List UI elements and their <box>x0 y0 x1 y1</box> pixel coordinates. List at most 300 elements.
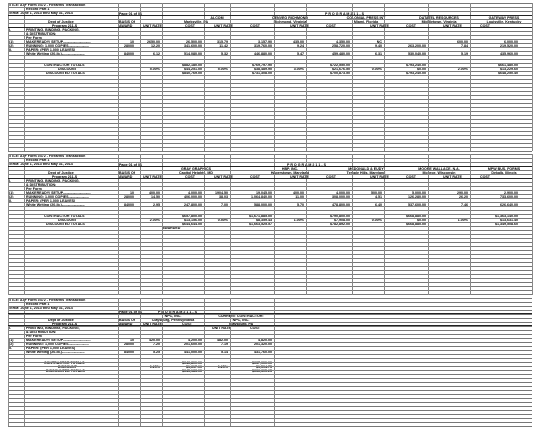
total-cell: $700,873.50 <box>330 71 350 75</box>
item-num: I. <box>9 326 11 330</box>
page-number: Page 01 of 01 <box>119 310 142 314</box>
grid-row-line <box>8 71 532 72</box>
page-number: Page 01 of 01 <box>119 163 142 167</box>
cell: 4,820.00 <box>258 338 272 342</box>
cell: 4,000.00 <box>188 191 202 195</box>
unit-rate-header: UNIT RATE <box>212 326 231 330</box>
basis-value: 28000 <box>124 195 134 199</box>
cell: 3,157.90 <box>258 40 272 44</box>
totals-label: DISCOUNT <box>58 365 77 369</box>
section-subtitle: Record Part 1 <box>26 7 50 11</box>
contractor-location: Claysburg, PA <box>228 322 254 326</box>
grid-row-line <box>8 270 532 271</box>
grid-row-line <box>8 139 532 140</box>
grid-row-line <box>8 290 532 291</box>
cell: 319,760.00 <box>254 44 272 48</box>
grid-row-line <box>8 206 532 207</box>
contractor-location: Temple Hills, Maryland <box>346 171 386 175</box>
cell: 5.47 <box>297 52 304 56</box>
contractor-location: Miami, Florida <box>353 20 379 24</box>
grid-col-line <box>140 298 141 426</box>
contractor-location: Claysburg, Pennsylvania <box>151 318 195 322</box>
cell: 14.50 <box>151 195 160 199</box>
cost-header: COST <box>406 24 416 28</box>
grid-row-line <box>8 135 532 136</box>
grid-row-line <box>8 131 532 132</box>
item-label: MAKEREADY/ SETUP----------------------- <box>26 191 91 195</box>
cell: 247,800.00 <box>184 203 202 207</box>
grid-row-line <box>8 402 532 403</box>
cell: 2650.00 <box>147 40 160 44</box>
total-cell: 3.00% <box>293 67 304 71</box>
grid-row-line <box>8 354 532 355</box>
contractor-name: DATATEL RESOURCES <box>419 16 459 20</box>
grid-row-line <box>8 266 532 267</box>
cell: 26,500.00 <box>186 40 202 44</box>
grid-row-line <box>8 406 532 407</box>
cell: 26.20 <box>459 195 468 199</box>
grid-row-line <box>8 147 532 148</box>
grid-col-line <box>118 3 119 151</box>
award-label: AWARD <box>119 24 133 28</box>
grid-col-line <box>532 3 533 151</box>
grid-row-line <box>8 222 532 223</box>
grid-row-line <box>8 422 532 423</box>
basis-value: 84000 <box>124 203 134 207</box>
grid-row-line <box>8 306 532 307</box>
contractor-name: GATEWAY PRESS <box>488 16 520 20</box>
grid-row-line <box>8 242 532 243</box>
cell: 459,480.00 <box>332 52 350 56</box>
totals-label: DISCOUNTED TOTALS <box>46 71 85 75</box>
grid-col-line <box>274 154 275 295</box>
grid-row-line <box>8 398 532 399</box>
grid-row-line <box>8 394 532 395</box>
grid-row-line <box>8 158 532 159</box>
award-label: AWARD <box>119 322 133 326</box>
total-cell: $0.00 <box>417 67 426 71</box>
grid-row-line <box>8 298 532 299</box>
total-cell: $793,240.00 <box>406 71 426 75</box>
basis-value: 28000 <box>124 342 134 346</box>
cell: 530,040.00 <box>408 52 426 56</box>
cell: 126,280.00 <box>408 195 426 199</box>
unit-rate-header: UNIT RATE <box>443 175 462 179</box>
grid-row-line <box>8 91 532 92</box>
grid-row-line <box>8 294 532 295</box>
basis-value: 10 <box>130 338 134 342</box>
total-cell: $1,617.00 <box>186 365 202 369</box>
item-num: II. <box>9 48 12 52</box>
unit-rate-header: UNIT RATE <box>143 322 162 326</box>
grid-row-line <box>8 238 532 239</box>
grid-row-line <box>8 338 532 339</box>
grid-row-line <box>8 43 532 44</box>
total-cell: $0.00 <box>417 218 426 222</box>
item-label: MAKEREADY/ SETUP----------------------- <box>26 40 91 44</box>
cost-header: COST <box>480 175 490 179</box>
item-label: PRINTING, BINDING, PACKING, <box>26 326 80 330</box>
grid-col-line <box>8 154 9 295</box>
total-cell: 0.00% <box>371 218 382 222</box>
item-num: (2) <box>9 342 14 346</box>
grid-row-line <box>8 426 532 427</box>
grid-row-line <box>8 202 532 203</box>
grid-row-line <box>8 370 532 371</box>
cell: 406,000.00 <box>184 195 202 199</box>
cell: 537,600.00 <box>408 203 426 207</box>
page-number: Page 01 of 01 <box>119 12 142 16</box>
cell: 5.25 <box>153 350 160 354</box>
cell: 9.24 <box>297 44 304 48</box>
cost-header: COST <box>250 175 260 179</box>
contractor-name: NPC, INC. <box>232 318 250 322</box>
total-cell: $44,251.00 <box>184 67 202 71</box>
grid-col-line <box>140 3 141 151</box>
grid-row-line <box>8 326 532 327</box>
grid-row-line <box>8 350 532 351</box>
cell: 478,800.00 <box>332 203 350 207</box>
grid-col-line <box>428 3 429 151</box>
contractor-location: Middletown, Virginia <box>421 20 457 24</box>
term: TERM: June 1, 2013 thru May 31, 2014 <box>8 306 73 310</box>
total-cell: $668,880.00 <box>406 222 426 226</box>
grid-row-line <box>8 282 532 283</box>
grid-col-line <box>306 154 307 295</box>
cost-header: COST <box>480 24 490 28</box>
total-cell: $793,240.00 <box>406 63 426 67</box>
grid-row-line <box>8 322 532 323</box>
grid-row-line <box>8 226 532 227</box>
item-label: PAPER: (PER 1,000 LEAVES) <box>26 48 76 52</box>
cell: 5,000.00 <box>412 191 426 195</box>
grid-row-line <box>8 362 532 363</box>
cell: 2,900.00 <box>504 191 518 195</box>
cell: 7.19 <box>221 342 228 346</box>
item-label: White Writing (20-lb.)------------------- <box>26 203 85 207</box>
current-contractor-label: CURRENT CONTRACTOR: <box>218 314 264 318</box>
total-cell: 5.00% <box>217 67 228 71</box>
total-cell: $790,800.00 <box>330 214 350 218</box>
cost-header: COST <box>250 326 260 330</box>
grid-row-line <box>8 186 532 187</box>
grid-row-line <box>8 15 532 16</box>
total-cell: 2.00% <box>149 218 160 222</box>
total-cell: $722,550.00 <box>330 63 350 67</box>
total-cell: $648,250.40 <box>498 71 518 75</box>
item-label: & DISTRIBUTION: <box>26 330 57 334</box>
total-cell: $657,800.00 <box>182 214 202 218</box>
dept-label: Dept of Justice <box>48 20 74 24</box>
cost-header: COST <box>182 322 192 326</box>
program-heading: P R O G R A M 2 1 1 - S <box>325 12 365 16</box>
cell: 588,000.00 <box>254 203 272 207</box>
grid-row-line <box>8 334 532 335</box>
program-line: Program 211-S <box>52 175 78 179</box>
grid-col-line <box>118 154 119 295</box>
cell: 2.95 <box>153 203 160 207</box>
cell: 435,960.00 <box>500 52 518 56</box>
grid-row-line <box>8 234 532 235</box>
basis-label: BASIS Of <box>119 20 135 24</box>
cell: 400.00 <box>149 191 160 195</box>
section-subtitle: Record Part 1 <box>26 302 50 306</box>
grid-row-line <box>8 178 532 179</box>
unit-rate-header: UNIT RATE <box>214 175 233 179</box>
item-num: I. <box>9 28 11 32</box>
grid-row-line <box>8 83 532 84</box>
grid-row-line <box>8 95 532 96</box>
item-num: (1) <box>9 191 14 195</box>
item-num: (1) <box>9 40 14 44</box>
total-cell: $882,180.00 <box>182 63 202 67</box>
grid-row-line <box>8 27 532 28</box>
contractor-location: Hagerstown, Maryland <box>270 171 310 175</box>
grid-row-line <box>8 198 532 199</box>
cell: 11.42 <box>219 44 228 48</box>
cell: 626,640.00 <box>500 203 518 207</box>
grid-col-line <box>384 154 385 295</box>
term: TERM: June 1, 2013 thru May 31, 2014 <box>8 11 73 15</box>
grid-col-line <box>230 298 231 426</box>
contractor-name: HBP, INC. <box>281 167 299 171</box>
total-cell: $13,631.40 <box>500 218 518 222</box>
total-cell: $661,480.00 <box>498 63 518 67</box>
section-subtitle: Record Part 1 <box>26 158 50 162</box>
grid-col-line <box>24 298 25 426</box>
cell: 4.51 <box>375 195 382 199</box>
grid-row-line <box>8 318 532 319</box>
cell: 11.00 <box>295 195 304 199</box>
basis-value: 28000 <box>124 44 134 48</box>
grid-row-line <box>8 278 532 279</box>
contractor-name: ALCOM <box>210 16 224 20</box>
grid-row-line <box>8 410 532 411</box>
term: TERM: June 1, 2013 thru May 31, 2014 <box>8 162 73 166</box>
total-cell: $13,229.60 <box>500 67 518 71</box>
item-label: White Writing (20-lb.)------------------- <box>26 52 85 56</box>
total-cell: $646,800.00 <box>182 361 202 365</box>
contractor-name: CENVEO RICHMOND <box>272 16 308 20</box>
dept-label: Dept of Justice <box>48 171 74 175</box>
item-label: RUNNING: 1,000 COPIES----------------- <box>26 195 89 199</box>
grid-col-line <box>532 154 533 295</box>
total-cell: $1,663,525.57 <box>249 222 272 226</box>
total-cell: 1.00% <box>457 218 468 222</box>
totals-label: DISCOUNTED TOTALS <box>46 369 85 373</box>
grid-row-line <box>8 330 532 331</box>
grid-row-line <box>8 246 532 247</box>
contractor-name: MCDONALD & EUDY <box>348 167 384 171</box>
grid-row-line <box>8 19 532 20</box>
cell: 6.12 <box>153 52 160 56</box>
cell: 258,720.00 <box>332 44 350 48</box>
cell: 6,000.00 <box>504 40 518 44</box>
grid-row-line <box>8 174 532 175</box>
grid-row-line <box>8 190 532 191</box>
grid-row-line <box>8 418 532 419</box>
contractor-name: COLONIAL PRESS INT <box>346 16 386 20</box>
total-cell: $7,908.00 <box>334 218 350 222</box>
cell: 5.70 <box>297 203 304 207</box>
item-label: & DISTRIBUTION: <box>26 32 57 36</box>
basis-value: 10 <box>130 40 134 44</box>
grid-row-line <box>8 7 532 8</box>
grid-col-line <box>306 3 307 151</box>
grid-row-line <box>8 151 532 152</box>
grid-col-line <box>470 3 471 151</box>
grid-row-line <box>8 143 532 144</box>
item-num: (2) <box>9 44 14 48</box>
cell: 4,350.00 <box>336 40 350 44</box>
grid-row-line <box>8 3 532 4</box>
cost-header: COST <box>326 24 336 28</box>
grid-row-line <box>8 358 532 359</box>
item-label: RUNNING: 1,000 COPIES----------------- <box>26 342 89 346</box>
cell: 38.03 <box>219 195 228 199</box>
contractor-name: NPC, INC. <box>164 314 182 318</box>
item-label: MAKEREADY/ SETUP----------------------- <box>26 338 91 342</box>
grid-col-line <box>274 298 275 426</box>
total-cell: $1,349,508.60 <box>495 222 518 226</box>
grid-row-line <box>8 194 532 195</box>
grid-row-line <box>8 51 532 52</box>
cell: 435.00 <box>293 40 304 44</box>
cell: 400.00 <box>293 191 304 195</box>
unit-rate-header: UNIT RATE <box>370 175 389 179</box>
cell: 5.14 <box>221 350 228 354</box>
cell: 12.20 <box>151 44 160 48</box>
total-cell: $1,671,885.00 <box>249 214 272 218</box>
grid-row-line <box>8 23 532 24</box>
grid-col-line <box>24 154 25 295</box>
cell: 5.19 <box>461 52 468 56</box>
grid-col-line <box>118 298 119 426</box>
cost-header: COST <box>250 24 260 28</box>
cell: 9.40 <box>375 44 382 48</box>
grid-col-line <box>274 3 275 151</box>
total-cell: 0.50% <box>217 218 228 222</box>
grid-col-line <box>162 154 163 295</box>
grid-row-line <box>8 39 532 40</box>
total-cell: $1,363,140.00 <box>495 214 518 218</box>
totals-label: CONTRACTOR TOTALS <box>44 63 85 67</box>
grid-row-line <box>8 123 532 124</box>
totals-label: CONTRACTOR TOTALS <box>44 214 85 218</box>
total-cell: $769,797.90 <box>252 63 272 67</box>
grid-col-line <box>352 154 353 295</box>
total-cell: $645,183.00 <box>182 369 202 373</box>
grid-row-line <box>8 162 532 163</box>
grid-row-line <box>8 274 532 275</box>
grid-row-line <box>8 258 532 259</box>
contractor-name: GRAY GRAPHICS <box>181 167 211 171</box>
unit-rate-header: UNIT RATE <box>290 175 309 179</box>
basis-value: 10 <box>130 191 134 195</box>
cell: 733,600.00 <box>500 195 518 199</box>
contractor-location: Monroe, Wisconsin <box>422 171 456 175</box>
grid-col-line <box>204 298 205 426</box>
cell: 4,200.00 <box>188 338 202 342</box>
cell: 1904.50 <box>215 191 228 195</box>
contractor-location: Richmond, Virginia <box>273 20 307 24</box>
cell: 514,080.00 <box>184 52 202 56</box>
item-label: White Writing (20-lb.)------------------- <box>26 350 85 354</box>
grid-col-line <box>384 3 385 151</box>
grid-row-line <box>8 35 532 36</box>
grid-row-line <box>8 59 532 60</box>
basis-label: BASIS Of <box>119 318 135 322</box>
cell: 201,320.00 <box>254 342 272 346</box>
unit-rate-header: UNIT RATE <box>443 24 462 28</box>
item-label: PRINTING, BINDING, PACKING, <box>26 179 80 183</box>
item-label: PRINTING, BINDING, PACKING, <box>26 28 80 32</box>
item-num: II. <box>9 346 12 350</box>
cell: 201,600.00 <box>184 342 202 346</box>
cell: NC <box>376 40 382 44</box>
cost-header: COST <box>185 24 195 28</box>
grid-row-line <box>8 310 532 311</box>
total-cell: $21,676.50 <box>332 67 350 71</box>
grid-row-line <box>8 63 532 64</box>
cell: 1,064,840.00 <box>251 195 272 199</box>
cell: 290.00 <box>457 191 468 195</box>
total-cell: 0.25% <box>217 365 228 369</box>
grid-row-line <box>8 11 532 12</box>
grid-row-line <box>8 75 532 76</box>
cell: 6.31 <box>375 52 382 56</box>
total-cell: $8,359.43 <box>256 218 272 222</box>
item-num: II. <box>9 199 12 203</box>
grid-row-line <box>8 382 532 383</box>
totals-label: CONTRACTOR TOTALS <box>44 361 85 365</box>
total-cell: $731,308.00 <box>252 71 272 75</box>
grid-row-line <box>8 154 532 155</box>
grid-row-line <box>8 254 532 255</box>
total-cell: $840,769.00 <box>182 71 202 75</box>
grid-col-line <box>204 3 205 151</box>
cell: 341,600.00 <box>184 44 202 48</box>
program-heading: P R O G R A M 2 1 1 - S <box>158 310 198 314</box>
grid-row-line <box>8 346 532 347</box>
grid-row-line <box>8 390 532 391</box>
grid-col-line <box>140 154 141 295</box>
grid-row-line <box>8 47 532 48</box>
grid-row-line <box>8 115 532 116</box>
cell: 308,000.00 <box>332 195 350 199</box>
contractor-location: Louisville, Kentucky <box>486 20 522 24</box>
total-cell: $668,880.00 <box>406 214 426 218</box>
grid-row-line <box>8 366 532 367</box>
contractor-location: Capitol Heights, MD <box>179 171 213 175</box>
grid-row-line <box>8 378 532 379</box>
basis-label: BASIS Of <box>119 171 135 175</box>
grid-row-line <box>8 386 532 387</box>
item-num: (2) <box>9 195 14 199</box>
totals-label: DISCOUNT <box>58 218 77 222</box>
grid-row-line <box>8 67 532 68</box>
grid-row-line <box>8 119 532 120</box>
basis-value: 84000 <box>124 350 134 354</box>
contractor-location: Marksville, PA <box>183 20 209 24</box>
grid-col-line <box>8 298 9 426</box>
item-label: RUNNING: 1,000 COPIES----------------- <box>26 44 89 48</box>
cell: 7.20 <box>153 342 160 346</box>
program-heading: P R O G R A M 2 1 1 - S <box>287 163 327 167</box>
grid-row-line <box>8 111 532 112</box>
total-cell: $13,156.00 <box>184 218 202 222</box>
contractor-location: Dekalb, Illinois <box>491 171 517 175</box>
